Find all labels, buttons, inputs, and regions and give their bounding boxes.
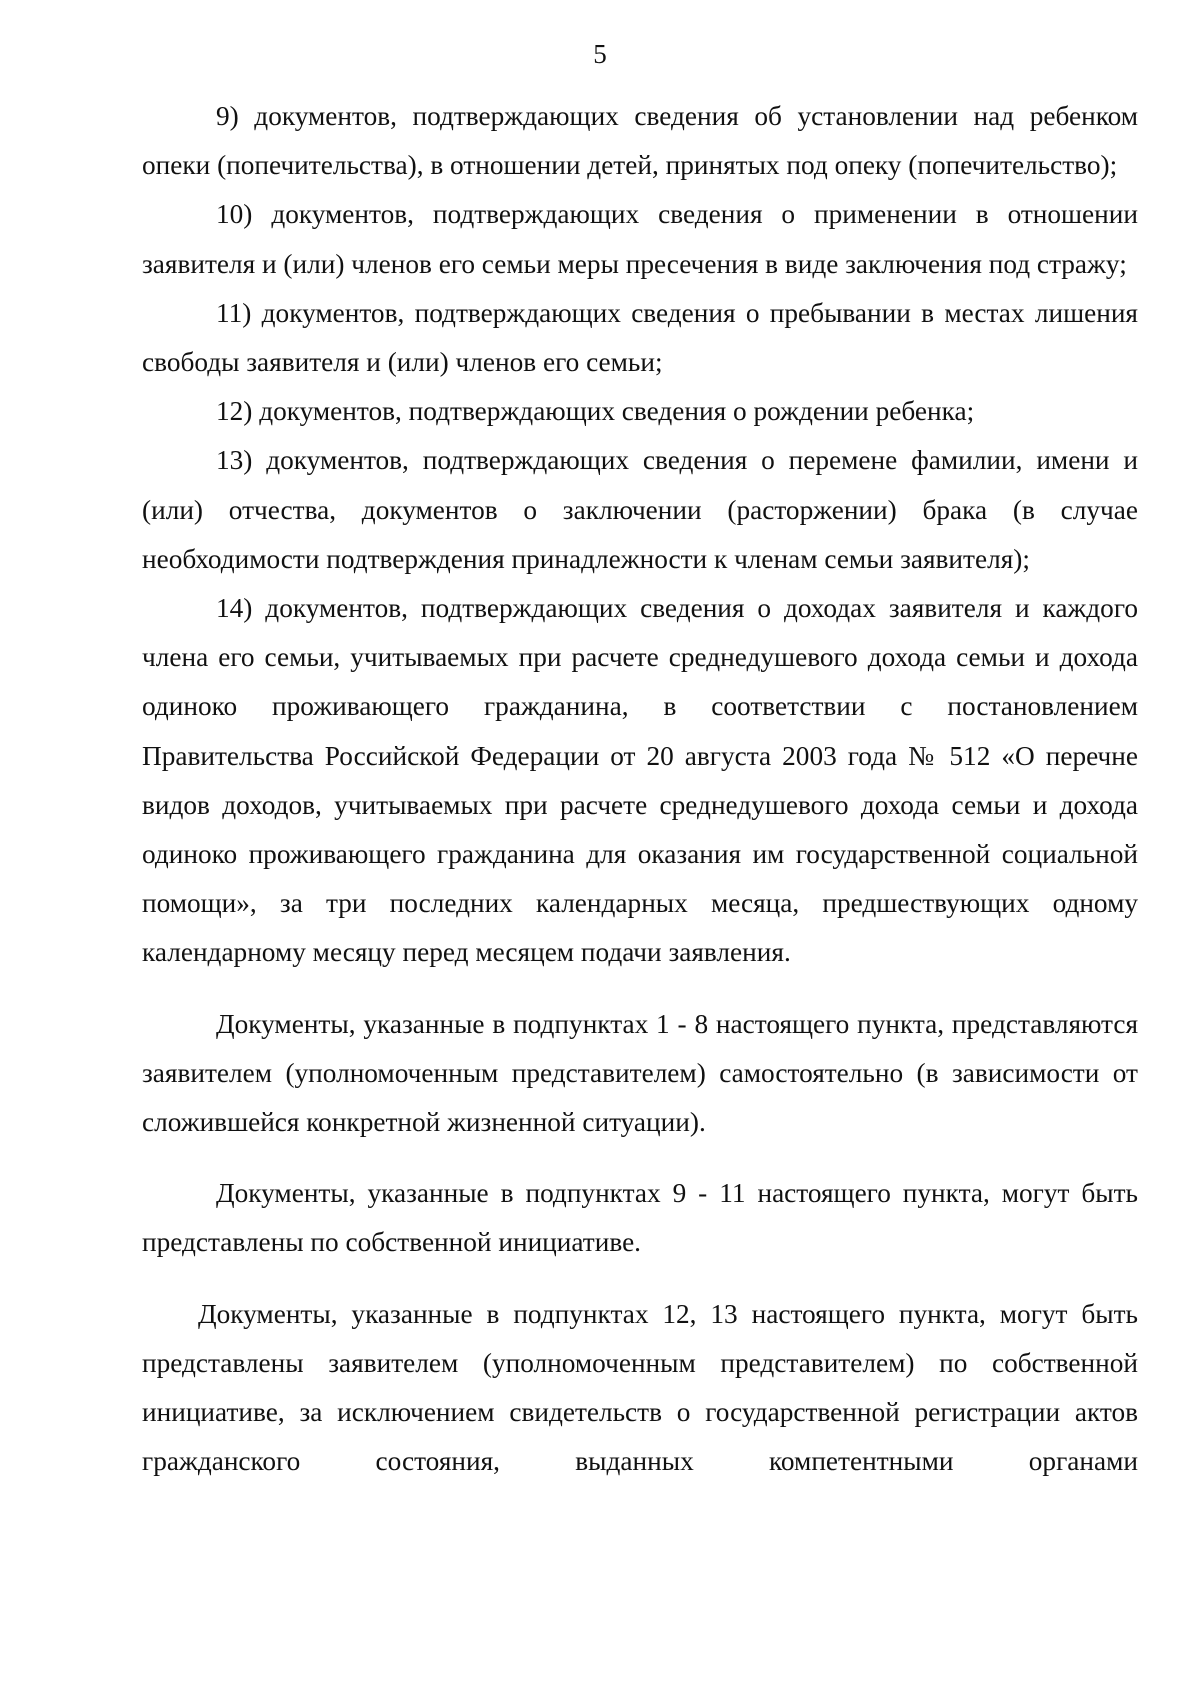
paragraph-documents-12-13: Документы, указанные в подпунктах 12, 13 настоящего пункта, могут быть представлены заявителем (уполномоченным представителем) по собственной инициативе, за исключением свидетельств о государственной регистрации актов гражданского состояния, выданных компетентными органами [142, 1298, 1138, 1477]
paragraph-documents-9-11: Документы, указанные в подпунктах 9 - 11 настоящего пункта, могут быть представлены по собственной инициативе. [142, 1178, 1138, 1258]
paragraph-documents-1-8: Документы, указанные в подпунктах 1 - 8 настоящего пункта, представляются заявителем (уполномоченным представителем) самостоятельно (в зависимости от сложившейся конкретной жизненной ситуации). [142, 1008, 1138, 1138]
paragraph-item-14: 14) документов, подтверждающих сведения о доходах заявителя и каждого члена его семьи, учитываемых при расчете среднедушевого дохода семьи и дохода одиноко проживающего гражданина, в соответствии с постановлением Правительства Российской Федерации от 20 августа 2003 года № 512 «О перечне видов доходов, учитываемых при расчете среднедушевого дохода семьи и дохода одиноко проживающего гражданина для оказания им государственной социальной помощи», за три последних календарных месяца, предшествующих одному календарному месяцу перед месяцем подачи заявления. [142, 593, 1138, 968]
page-number: 5 [593, 39, 607, 69]
paragraph-item-12: 12) документов, подтверждающих сведения о рождении ребенка; [216, 396, 975, 427]
document-body [142, 92, 1138, 1486]
paragraph-item-10: 10) документов, подтверждающих сведения о применении в отношении заявителя и (или) членов его семьи меры пресечения в виде заключения под стражу; [142, 199, 1138, 279]
paragraph-item-9: 9) документов, подтверждающих сведения об установлении над ребенком опеки (попечительства), в отношении детей, принятых под опеку (попечительство); [142, 101, 1138, 181]
paragraph-item-13: 13) документов, подтверждающих сведения о перемене фамилии, имени и (или) отчества, документов о заключении (расторжении) брака (в случае необходимости подтверждения принадлежности к членам семьи заявителя); [142, 445, 1138, 574]
paragraph-item-11: 11) документов, подтверждающих сведения о пребывании в местах лишения свободы заявителя и (или) членов его семьи; [142, 297, 1138, 378]
